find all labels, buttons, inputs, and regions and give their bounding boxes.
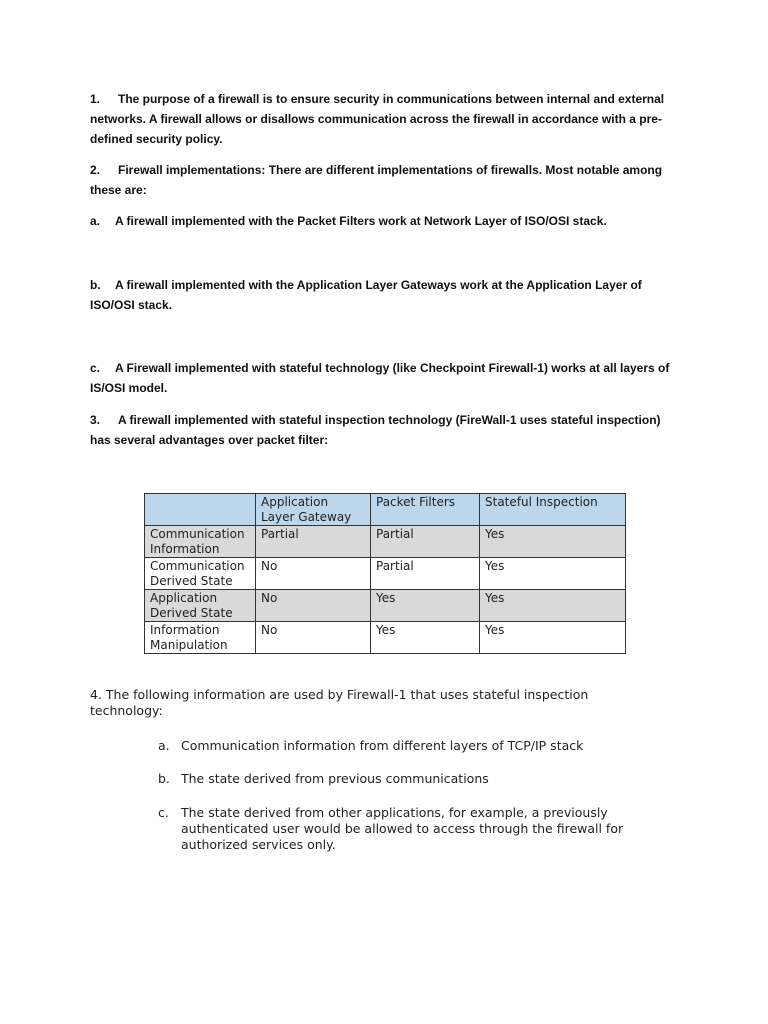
table-header-cell: Application Layer Gateway xyxy=(256,494,371,526)
table-cell: Communication Derived State xyxy=(145,558,256,590)
table-header-cell: Stateful Inspection xyxy=(480,494,626,526)
table-header-cell xyxy=(145,494,256,526)
paragraph-2 xyxy=(90,160,670,200)
table-cell: Yes xyxy=(480,590,626,622)
paragraph-a xyxy=(90,211,670,231)
comparison-table xyxy=(144,493,626,654)
list-item-b xyxy=(158,771,648,787)
list-item-text: Communication information from different layers of TCP/IP stack xyxy=(181,738,584,753)
table-cell: Yes xyxy=(480,558,626,590)
paragraph-letter: b. xyxy=(90,278,101,292)
table-cell: Partial xyxy=(256,526,371,558)
table-row xyxy=(145,622,626,654)
paragraph-text: A Firewall implemented with stateful technology (like Checkpoint Firewall-1) works at all layers of IS/OSI model. xyxy=(90,361,670,395)
table-cell: Yes xyxy=(480,622,626,654)
paragraph-text: The purpose of a firewall is to ensure security in communications between internal and external networks. A firewall allows or disallows communication across the firewall in accordance with a pre-defined security policy. xyxy=(90,92,665,146)
table-cell: Partial xyxy=(371,558,480,590)
table-cell: Information Manipulation xyxy=(145,622,256,654)
table-cell: No xyxy=(256,558,371,590)
table-row xyxy=(145,558,626,590)
paragraph-text: A firewall implemented with the Application Layer Gateways work at the Application Layer of ISO/OSI stack. xyxy=(90,278,642,312)
paragraph-text: Firewall implementations: There are different implementations of firewalls. Most notable among these are: xyxy=(90,163,663,197)
list-item-text: The state derived from other applications, for example, a previously xyxy=(181,805,608,820)
paragraph-c xyxy=(90,358,670,398)
table-row xyxy=(145,526,626,558)
paragraph-b xyxy=(90,275,670,315)
table-cell: No xyxy=(256,590,371,622)
list-item-label: b. xyxy=(158,771,170,786)
paragraph-4: 4. The following information are used by Firewall-1 that uses stateful inspection technology: xyxy=(90,687,589,718)
paragraph-1 xyxy=(90,89,670,149)
table-cell: Communication Information xyxy=(145,526,256,558)
table-cell: No xyxy=(256,622,371,654)
list-item-continuation: authenticated user would be allowed to access through the firewall for authorized services only. xyxy=(181,821,624,852)
paragraph-text: A firewall implemented with the Packet Filters work at Network Layer of ISO/OSI stack. xyxy=(115,214,607,228)
table-header-cell: Packet Filters xyxy=(371,494,480,526)
table-cell: Partial xyxy=(371,526,480,558)
table-cell: Application Derived State xyxy=(145,590,256,622)
table-cell: Yes xyxy=(371,622,480,654)
list-item-a xyxy=(158,738,648,754)
paragraph-number: 3. xyxy=(90,413,101,427)
list-item-c xyxy=(158,805,648,853)
paragraph-letter: c. xyxy=(90,361,101,375)
paragraph-letter: a. xyxy=(90,214,101,228)
paragraph-number: 1. xyxy=(90,92,101,106)
table-cell: Yes xyxy=(480,526,626,558)
list-item-label: c. xyxy=(158,805,169,820)
table-cell: Yes xyxy=(371,590,480,622)
table-row xyxy=(145,590,626,622)
paragraph-number: 2. xyxy=(90,163,101,177)
paragraph-text: A firewall implemented with stateful inspection technology (FireWall-1 uses stateful inspection) has several advantages over packet filter: xyxy=(90,413,661,447)
table-header-row xyxy=(145,494,626,526)
paragraph-3 xyxy=(90,410,670,450)
list-item-label: a. xyxy=(158,738,170,753)
list-item-text: The state derived from previous communications xyxy=(181,771,489,786)
